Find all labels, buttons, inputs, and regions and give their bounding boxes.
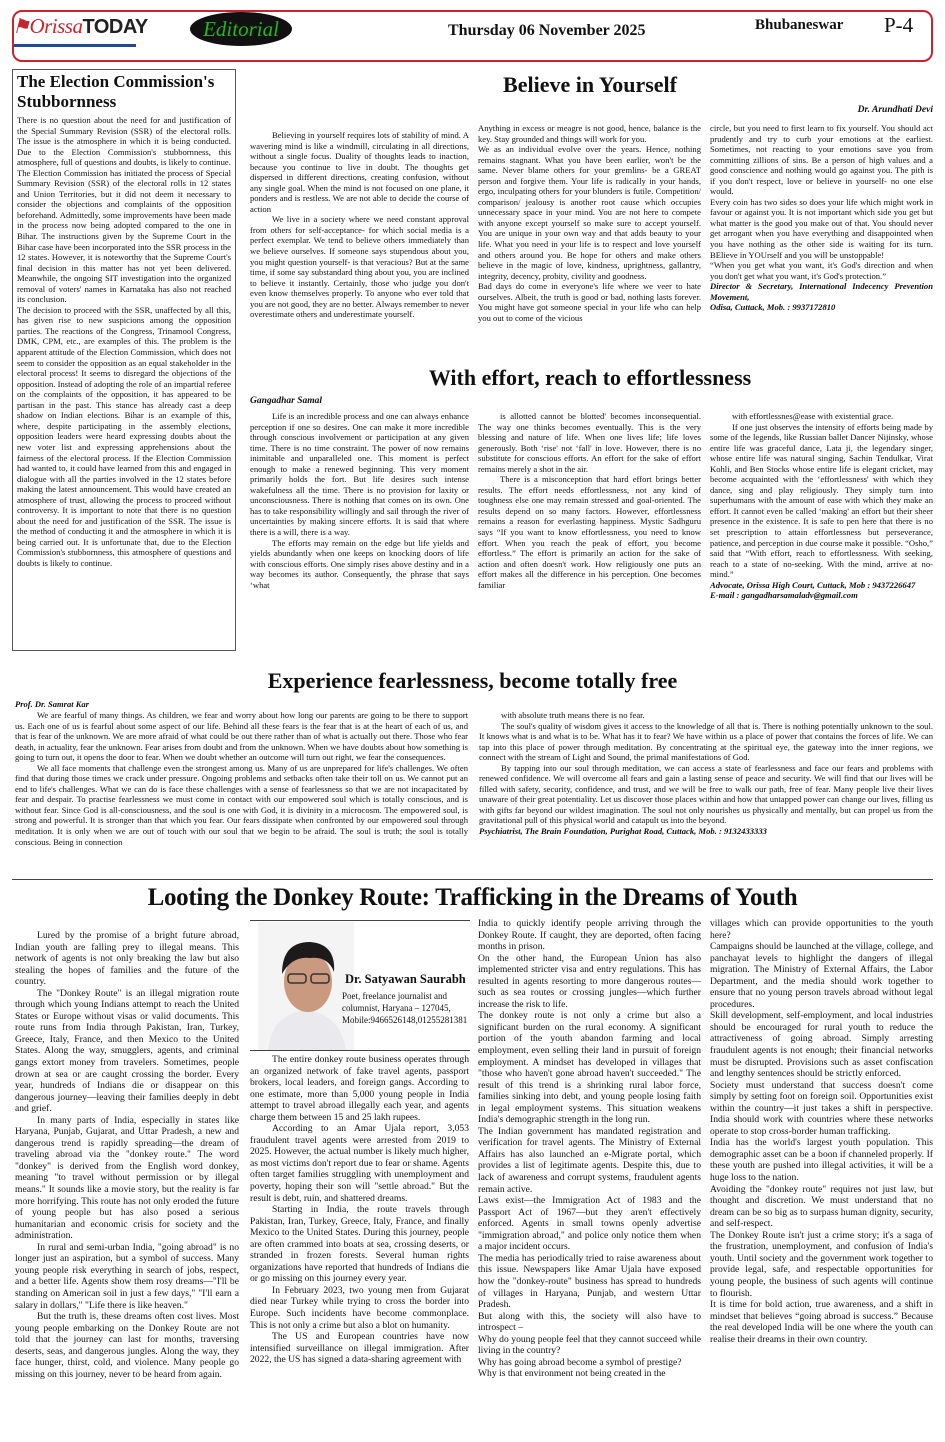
article-column xyxy=(478,918,701,1380)
column-text xyxy=(710,123,933,281)
signature-line: E-mail : gangadharsamaladv@gmail.com xyxy=(710,590,858,601)
article-title: The Election Commission's Stubbornness xyxy=(17,72,215,111)
article-column xyxy=(710,123,933,313)
article-column xyxy=(478,411,701,590)
paragraph: Lured by the promise of a bright future abroad, Indian youth are falling prey to illegal means. This network of agents is not only breaking the law but also stealing the hopes of families and the future of the country. xyxy=(15,930,239,988)
paragraph: Anything in excess or meagre is not good, hence, balance is the key. Stay grounded and things will work for you. xyxy=(478,123,701,144)
paragraph: There is no question about the need for and justification of the Special Summary Revision (SSR) of the electoral rolls. The issue is the atmosphere in which it is being conducted. Due to the Election Commission's stubbornness, this atmosphere, full of questions and doubts, is likely to continue. xyxy=(17,115,231,168)
article-title: With effort, reach to effortlessness xyxy=(428,365,752,390)
article-column xyxy=(250,1054,469,1366)
paragraph: We live in a society where we need constant approval from others for self-acceptance- for which social media is a perfect exemplar. We tend to believe others immediately than we believe ourselves. If someone says stupendous about you, you might question yourself- is that veracious? But at the same time, if some say substandard thing about you, you are inclined to believe it instantly. Certainly, those who judge you don't even know themselves properly. To anyone who ever told that you are not good, they are no better. Always remember to never overestimate others and underestimate yourself. xyxy=(250,214,469,320)
paragraph: On the other hand, the European Union has also implemented stricter visa and entry regulations. This has resulted in agents resorting to more dangerous routes—such as sea routes or crossing jungles—which further increase the risk to life. xyxy=(478,952,701,1010)
paragraph: Why do young people feel that they cannot succeed while living in the country? xyxy=(478,1333,701,1357)
paragraph: The "Donkey Route" is an illegal migration route through which young Indians attempt to reach the United States or Europe without visas or valid documents. This route runs from India through Pakistan, Iran, Turkey, Greece, Italy, France, and then Mexico to the United States. Along the way, smugglers, agents, and criminal gangs extort money from travelers. Sometimes, people drown at sea or are caught crossing the border. Every year, hundreds of Indians die or disappear on this dangerous journey—leaving their families deeply in debt and grief. xyxy=(15,987,239,1115)
paragraph: Why has going abroad become a symbol of prestige? xyxy=(478,1356,682,1368)
paragraph: In rural and semi-urban India, "going abroad" is no longer just an aspiration, but a symbol of success. Many young people risk everything in search of jobs, respect, and a better life. Agents show them rosy dreams—"I'll be standing on American soil in just a few days," "I'll earn a salary in dollars," "Life there is like heaven." xyxy=(15,1241,239,1311)
left-editorial-article xyxy=(12,69,236,651)
article-body xyxy=(17,115,231,569)
paragraph: Believing in yourself requires lots of stability of mind. A wavering mind is like a windmill, circulating in all directions, without a single focus. Duality of thoughts leads to inaction, because you continue to live in doubt. The thoughts get dispersed in different directions, creating confusion, without any single goal. When the mind is not focused on one plane, it ponders and is restless. We are not able to decide the course of action xyxy=(250,130,469,214)
article-column xyxy=(250,411,469,590)
paragraph: According to an Amar Ujala report, 3,053 fraudulent travel agents were arrested from 2019 to 2025. However, the actual number is likely much higher, as most victims don't report due to fear or shame. Agents often target families struggling with unemployment and poverty, hoping their son will "settle abroad." But the result is debt, ruin, and shattered dreams. xyxy=(250,1123,469,1204)
paragraph: India has the world's largest youth population. This demographic asset can be a boon if channeled properly. If these youth are pushed into illegal activities, it will be a huge loss to the nation. xyxy=(710,1137,933,1184)
author-name: Dr. Satyawan Saurabh xyxy=(345,972,466,986)
page-number: P-4 xyxy=(884,13,914,37)
author-byline: Prof. Dr. Samrat Kar xyxy=(15,699,89,709)
section-divider xyxy=(12,879,933,880)
paragraph: Why is that environment not being created in the xyxy=(478,1368,666,1380)
author-signature xyxy=(710,281,933,313)
paragraph: with effortlessnes@ease with existential grace. xyxy=(732,411,894,421)
paragraph: The US and European countries have now intensified surveillance on illegal immigration. After 2022, the US has signed a data-sharing agreement with xyxy=(250,1331,469,1366)
issue-date: Thursday 06 November 2025 xyxy=(448,22,646,39)
paragraph: We are fearful of many things. As children, we fear and worry about how long our parents are going to be there to support us. Each one of us is fearful about some aspect of our life. Behind all these fears is the fear that is at the heart of each of us, and that is fear of the unknown. We are more afraid of what could be out there rather than of what is actually out there. Those who fear death, in actuality, fear the unknown. Fear arises from doubt and from the unknown. When we have doubts about how something is going to turn out, it opens the door to fear. When we doubt whether an outcome will turn out right, we fear the consequences. xyxy=(15,710,468,763)
author-byline: Dr. Arundhati Devi xyxy=(857,105,933,115)
paragraph: with absolute truth means there is no fear. xyxy=(501,710,645,720)
paragraph: is allotted cannot be blotted' becomes inconsequential. The way one thinks becomes eventually. This is the very blessing and nature of life. When one lives life; life loves generously. Both ‘rise' not ‘fall' in love. However, there is no substitute for conscious efforts. An effort for the sake of effort remains merely a shot in the air. xyxy=(478,411,701,474)
paragraph: circle, but you need to first learn to fix yourself. You should act prudently and try to curb your emotions at the earliest. Sometimes, not reacting to your emotions save you from committing zillions of sins. Be a person of high values and a good conscience and nothing would go against you. The pith is if you don't respect, love or believe in yourself- no one else would. xyxy=(710,123,933,197)
paragraph: Avoiding the "donkey route" requires not just law, but thought and discretion. We must understand that no dream can be so big as to surpass human dignity, security, and self-respect. xyxy=(710,1183,933,1230)
signature-line: Odisa, Cuttack, Mob. : 9937172810 xyxy=(710,302,836,313)
paragraph: The efforts may remain on the edge but life yields and yields abundantly when one keeps on knocking doors of life with conscious efforts. One simply rises above destiny and in a way becomes its author. Consequently, the phrase that says ‘what xyxy=(250,537,469,590)
paragraph: Starting in India, the route travels through Pakistan, Iran, Turkey, Greece, Italy, France, and finally Mexico to the United States. During this journey, people are often crammed into boats at sea, crossing deserts, or stranded in frozen forests. Several human rights organizations have reported that hundreds of Indians die or go missing on this journey every year. xyxy=(250,1204,469,1285)
article-column xyxy=(15,710,468,847)
paragraph: The Donkey Route isn't just a crime story; it's a saga of the frustration, unemployment, and confusion of India's youth. Until society and the government work together to provide legal, safe, and respectable opportunities for young people, the business of such agents will continue to flourish. xyxy=(710,1229,933,1299)
paragraph: In February 2023, two young men from Gujarat died near Turkey while trying to cross the border into Europe. Such incidents have become commonplace. This is not only a crime but also a blot on humanity. xyxy=(250,1284,469,1331)
column-text xyxy=(710,411,933,580)
article-title: Experience fearlessness, become totally free xyxy=(267,668,678,693)
paragraph: The media has periodically tried to raise awareness about this issue. Newspapers like Amar Ujala have exposed how the "donkey-route" business has spread to hundreds of villages in Haryana, Punjab, and western Uttar Pradesh. xyxy=(478,1252,701,1311)
paragraph: The soul's quality of wisdom gives it access to the knowledge of all that is. There is nothing potentially unknown to the soul. It knows what is and what is to be. What has it to fear? We have within us a place of power that contains the forces of life. We can tap into this place of power through meditation. By concentrating at the spiritual eye, the gateway into the inner regions, we connect with the stream of Light and Sound, the primal manifestations of God. xyxy=(479,720,933,763)
paragraph: Life is an incredible process and one can always enhance perception if one so desires. One can make it more incredible through conscious involvement or participation at any given time. There is no time constraint. The power of now remains inimitable and unparalleled one. This moment is perfect enough to make a renewed beginning. This very moment primarily holds the fort. But life desires such intense wakefulness all the time. There is no provision for laxity or unconsciousness. There is nothing that comes on its own. One has to take responsibility willingly and sail through the river of uncertainties by making sincere efforts. It is said that where there is a will, there is a way. xyxy=(250,411,469,538)
paragraph: The decision to proceed with the SSR, unaffected by all this, has given rise to new suspicions among the opposition parties. The reactions of the Congress, Trinamool Congress, DMK, CPM, etc., are examples of this. The problem is the apparent attitude of the Election Commission, which does not seem to consider the opposition as an equal stakeholder in the electoral process! It seems to disregard the objections of the opposition. Instead of adopting the role of an impartial referee on the complaints of the opposition, it has appeared to be partisan in the past. This stance has already cast a deep shadow on Indian elections. Bihar is an example of this, where, despite participating in the assembly elections, opposition leaders were heard expressing doubts about the new voter list and expressing apprehensions about the fairness of the electoral process. If the Election Commission had wanted to, it could have learned from this and engaged in dialogue with all the parties involved in the 12 states before making the latest announcement. This would have created an atmosphere of trust, allowing the process to proceed without controversy. It is important to note that there is no question about the need for and justification of the SSR. The issue is the method of conducting it and the atmosphere in which it is being carried out. It is unfortunate that, due to the Election Commission's stubbornness, this atmosphere of questions and doubts is likely to continue. xyxy=(17,304,231,568)
author-photo xyxy=(258,922,354,1050)
paragraph: But the truth is, these dreams often cost lives. Most young people embarking on the Donkey Route are not told that the journey can last for months, traversing deserts, seas, and dangerous jungles. Along the way, they face hunger, thirst, cold, and violence. Many people go missing on this journey, never to be heard from again. xyxy=(15,1311,239,1380)
paragraph: Society must understand that success doesn't come simply by setting foot on foreign soil. Opportunities exist within the country—it just takes a shift in perspective. India should work with countries where these networks operate to stop cross-border human trafficking. xyxy=(710,1079,933,1137)
paragraph: The Indian government has mandated registration and verification for travel agents. The Ministry of External Affairs has also launched an e-Migrate portal, which provides a list of legitimate agents. Despite this, due to lack of awareness and corrupt systems, fraudulent agents remain active. xyxy=(478,1125,701,1195)
author-signature: Psychiatrist, The Brain Foundation, Purighat Road, Cuttack, Mob. : 9132433333 xyxy=(479,826,767,837)
paragraph: The Election Commission has initiated the process of Special Summary Revision (SSR) of the electoral rolls in 12 states and Union Territories, but it did not deem it necessary to consider the objections and complaints of the opposition beforehand. Admittedly, some improvements have been made in the process now being adopted compared to the one in Bihar. The instructions given by the Supreme Court in the Bihar case have been incorporated into the SSR process in the 12 states. However, it is noteworthy that the Supreme Court's final decision in this matter has not yet been delivered. Meanwhile, the ongoing SIT investigation into the organized removal of voters' names in Karnataka has also not reached its conclusion. xyxy=(17,167,231,305)
paragraph: India to quickly identify people arriving through the Donkey Route. If caught, they are deported, often facing months in prison. xyxy=(478,918,701,953)
paragraph: If one just observes the intensity of efforts being made by some of the legends, like Russian ballet Dancer Nijinsky, whose entire life was graceful dance, Lata ji, the legendary singer, whose entire life was natural singing, Sachin Tendulkar, Virat Kohli, and Ben Stocks whose entire life is elegant cricket, may become acquainted with the ‘effortlessness' with which they dance, sing and play religiously. They simply turn into superhumans with the amount of ease with which they make an effort. It cannot even be called ‘making' an effort but their sheer presence in the existence. It is safe to pen here that there is no set prescription to attain effortlessness but perseverance, patience, and perception in due course make it possible. “Osho,” said that “With effort, reach to effortlessness. With seeking, reach to a state of no-seeking. With the mind, arrive at no-mind.” xyxy=(710,421,933,580)
paragraph: Laws exist—the Immigration Act of 1983 and the Passport Act of 1967—but they aren't effectively enforced. Agents in small towns openly advertise "immigration abroad," and police only notice them when a major incident occurs. xyxy=(478,1195,701,1253)
paragraph: There is a misconception that hard effort brings better results. The effort needs effortlessness, not any kind of toughness else one may remain stressed and goal-oriented. The results depend on so many factors. However, effortlessness remains a reason for everlasting happiness. Mystic Sadhguru says “If you want to know effortlessness, you need to know effort. When you reach the peak of effort, you become effortless.” The effort is primarily an action for the sake of action and often doesn't work. How religiously one puts an effort makes all the difference in his perception. One becomes familiar xyxy=(478,474,701,590)
article-column xyxy=(710,918,933,1345)
article-column xyxy=(15,930,239,1380)
author-profile xyxy=(250,920,470,1050)
paragraph: Campaigns should be launched at the village, college, and panchayat levels to highlight the dangers of illegal migration. The Ministry of External Affairs, the Labor Department, and the media should work together to ensure that no young person travels abroad without legal procedures. xyxy=(710,941,933,1010)
article-column xyxy=(250,130,469,320)
paragraph: villages which can provide opportunities to the youth here? xyxy=(710,918,933,941)
author-signature xyxy=(710,580,933,601)
paragraph: The entire donkey route business operates through an organized network of fake travel agents, passport brokers, local leaders, and foreign gangs. According to one estimate, more than 5,000 young people in India attempt to travel abroad illegally each year, and agents charge them between 15 and 25 lakh rupees. xyxy=(250,1054,469,1123)
section-badge: Editorial xyxy=(190,12,292,46)
paragraph: We all face moments that challenge even the strongest among us. Many of us are unprepared for life's challenges. We often find that during those times we crack under pressure. Ongoing problems and setbacks often take their toll on us. We cannot put an end to life's challenges. What we can do is face these challenges with a sense of fearlessness so that we are not incapacitated by fear and despair. To practise fearlessness we must come in contact with our empowered soul which is totally conscious, and is without fear. Since God is all-consciousness, and the soul is one with God, it is divinity in a microcosm. The empowered soul, is strong and powerful. It is stronger than that which you fear. Our fears dissipate when confronted by our empowered soul through meditation. It is only when we are out of touch with our soul that we begin to be afraid. The soul is truth; the soul is totally conscious. Being in connection xyxy=(15,762,468,847)
paragraph: In many parts of India, especially in states like Haryana, Punjab, Gujarat, and Uttar Pradesh, a new and dangerous trend is rapidly spreading—the dream of traveling abroad via the "donkey route." The word "donkey" is derived from the English word donkey, meaning "to travel without permission or by illegal means." It sounds like a movie story, but the reality is far more horrifying. This route has not only eroded the future of young people but has also posed a serious humanitarian and economic crisis for society and the administration. xyxy=(15,1114,239,1242)
paragraph: “When you get what you want, it's God's direction and when you don't get what you want, it's God's protection.” xyxy=(710,260,933,281)
author-byline: Gangadhar Samal xyxy=(250,396,323,406)
signature-line: Advocate, Orissa High Court, Cuttack, Mob : 9437226647 xyxy=(710,579,916,590)
paragraph: We as an individual evolve over the years. Hence, nothing remains stagnant. What you have been earlier, won't be the same. Never blame others for your gremlins- be a GREAT person and forgive them. Your life is radically in your hands, ergo, inculpating others for your blunders is futile. Competition/ comparison/ jealousy is another root cause which occupies unnecessary space in your mind. You are not here to compete with anyone except yourself so make sure to accept yourself. You are unique in your own way and that adds beauty to your life. What you need in your life is to respect and love yourself and others around you. Be hope for others and make others believe in the magic of love, kindness, uprightness, gallantry, integrity, decency, probity, civility and goodness. xyxy=(478,144,701,281)
author-bio: Poet, freelance journalist and columnist, Haryana – 127045, Mobile:9466526148,01255281381 xyxy=(342,991,468,1025)
article-column xyxy=(478,123,701,323)
paragraph: Every coin has two sides so does your life which might work in favour or against you. It is not important which side you get but what matter is the good you make out of that. You should never get arrogant when you have everything and disappointed when you have nothing as the other side is waiting for its turn. BElieve in YOUrself and you will be unstoppable! xyxy=(710,196,933,260)
article-column xyxy=(479,710,933,837)
signature-line: Director & Secretary, International Indecency Prevention Movement, xyxy=(710,281,933,302)
edition-city: Bhubaneswar xyxy=(755,17,844,33)
column-text xyxy=(479,710,933,826)
paragraph: It is time for bold action, true awareness, and a shift in mindset that believes “going abroad is success.” Because the real developed India will be one where the youth can realise their dreams in their own country. xyxy=(710,1299,933,1345)
paragraph: Skill development, self-employment, and local industries should be encouraged for rural youth to reduce the attractiveness of going abroad. Simply arresting fraudulent agents is not enough; their financial networks must be disrupted. Provisions such as asset confiscation and lengthy sentences should be strictly enforced. xyxy=(710,1010,933,1080)
paragraph: But along with this, the society will also have to introspect – xyxy=(478,1310,701,1334)
newspaper-logo: ⚑OrissaTODAY xyxy=(12,14,148,39)
article-title: Believe in Yourself xyxy=(503,72,677,97)
article-title: Looting the Donkey Route: Trafficking in the Dreams of Youth xyxy=(147,884,798,911)
photo-bottom-rule xyxy=(250,1050,470,1051)
article-column xyxy=(710,411,933,601)
paragraph: By tapping into our soul through meditation, we can access a state of fearlessness and face our fears and problems with renewed confidence. We will overcome all fears and gain a lasting sense of peace and security. We will find that our lives will be filled with safety, security, confidence, and trust, and we will be free to walk our path, free of fear. Many people live their lives unaware of their great potentiality. Let us discover those places within and how that untapped power can change our lives, filling us with gifts far beyond our wildest imagination. The soul not only nourishes us physically and mentally, but can propel us from the gravitational pull of this physical world and catapult us into the beyond. xyxy=(479,762,933,826)
paragraph: The donkey route is not only a crime but also a significant burden on the rural economy. A significant portion of the youth abandon farming and local employment, even selling their land in pursuit of foreign employment. A mindset has developed in villages that "those who haven't gone abroad haven't succeeded." The result of this trend is a shrinking rural labor force, families sinking into debt, and young people losing faith in legal employment systems. This situation weakens India's demographic strength in the long run. xyxy=(478,1010,701,1126)
paragraph: Bad days do come in everyone's life where we veer to hate ourselves. Albeit, the truth is good or bad, nothing lasts forever. You might have got someone special in your life who can help you out to come of the vicious xyxy=(478,281,701,323)
